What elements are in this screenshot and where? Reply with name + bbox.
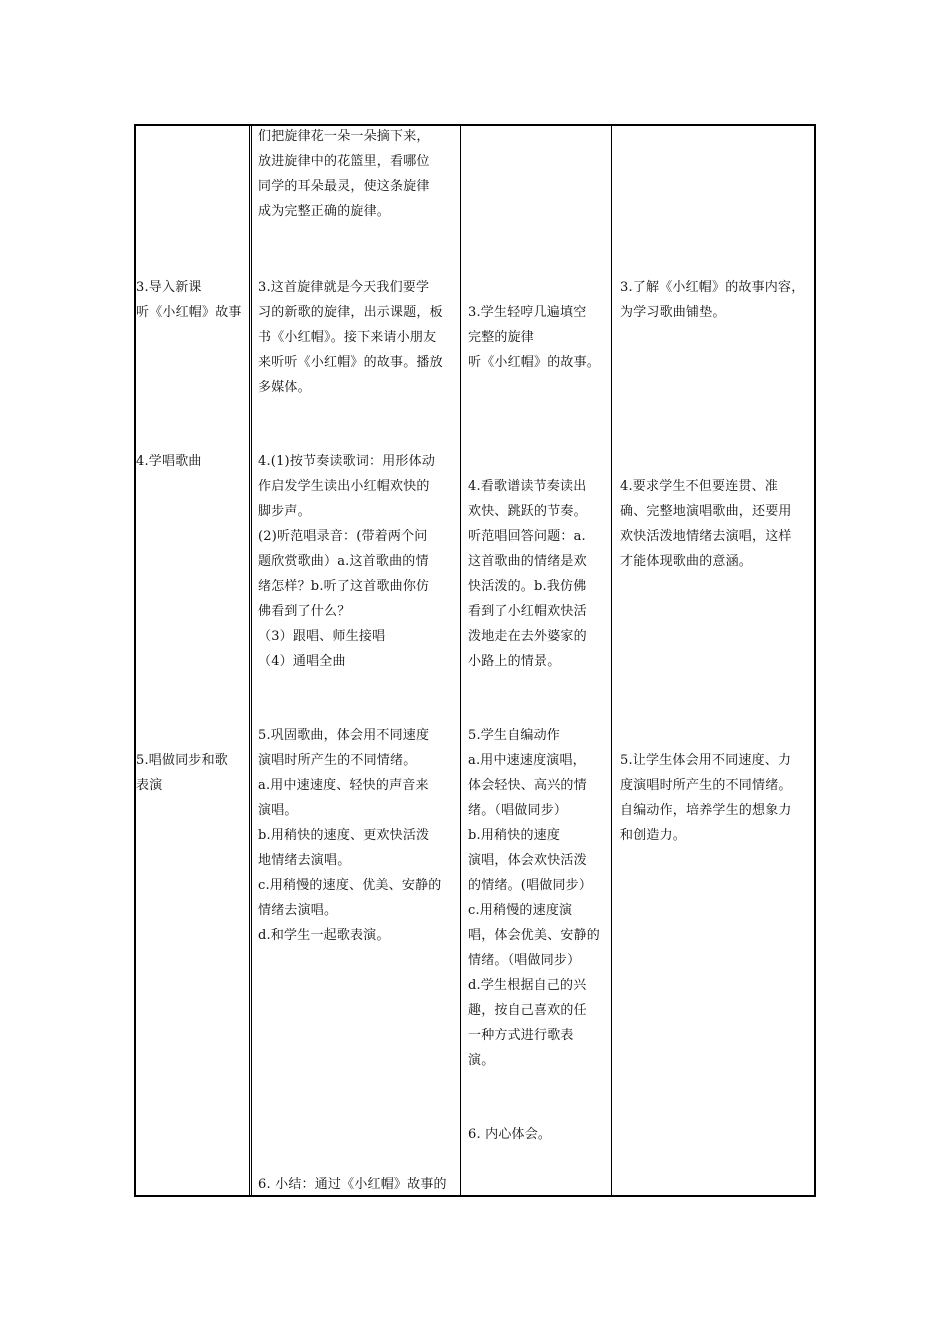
purpose-text-line: 确、完整地演唱歌曲，还要用	[620, 504, 792, 519]
stage-text-line: 3.导入新课	[136, 280, 202, 295]
purpose-text-line: 5.让学生体会用不同速度、力	[620, 753, 792, 768]
student-text-line: 4.看歌谱读节奏读出	[468, 479, 587, 494]
teacher-text-line: 演唱。	[258, 803, 298, 818]
teacher-text-line: 同学的耳朵最灵，使这条旋律	[258, 179, 430, 194]
teacher-text-line: 5.巩固歌曲，体会用不同速度	[258, 728, 430, 743]
teacher-text-line: （4）通唱全曲	[258, 654, 346, 669]
teacher-text-line: 多媒体。	[258, 380, 311, 395]
purpose-text-line: 和创造力。	[620, 828, 687, 843]
student-text-line: 唱，体会优美、安静的	[468, 928, 601, 943]
stage-text-line: 听《小红帽》故事	[136, 305, 242, 320]
student-text-line: d.学生根据自己的兴	[468, 978, 587, 993]
student-text-line: 5.学生自编动作	[468, 728, 561, 743]
teacher-text-line: d.和学生一起歌表演。	[258, 928, 390, 943]
purpose-text-line: 欢快活泼地情绪去演唱，这样	[620, 529, 792, 544]
purpose-text-line: 度演唱时所产生的不同情绪。	[620, 778, 792, 793]
teacher-text-line: 书《小红帽》。接下来请小朋友	[258, 330, 437, 345]
teacher-text-line: (2)听范唱录音：(带着两个问	[258, 529, 428, 544]
purpose-text-line: 自编动作，培养学生的想象力	[620, 803, 792, 818]
teacher-text-line: 3.这首旋律就是今天我们要学	[258, 280, 430, 295]
student-text-line: 看到了小红帽欢快活	[468, 604, 587, 619]
purpose-text-line: 3.了解《小红帽》的故事内容，	[620, 280, 805, 295]
student-text-line: 演。	[468, 1053, 495, 1068]
teacher-text-line: 脚步声。	[258, 504, 311, 519]
student-text-line: 这首歌曲的情绪是欢	[468, 554, 587, 569]
student-text-line: 3.学生轻哼几遍填空	[468, 305, 587, 320]
column-divider-3	[611, 126, 612, 1195]
student-text-line: c.用稍慢的速度演	[468, 903, 573, 918]
teacher-text-line: 成为完整正确的旋律。	[258, 204, 391, 219]
teacher-text-line: 佛看到了什么？	[258, 604, 351, 619]
column-divider-2	[460, 126, 461, 1195]
teacher-text-line: 作启发学生读出小红帽欢快的	[258, 479, 430, 494]
student-text-line: 情绪。（唱做同步）	[468, 953, 581, 968]
student-text-line: b.用稍快的速度	[468, 828, 561, 843]
student-text-line: 6. 内心体会。	[468, 1127, 552, 1142]
teacher-text-line: 们把旋律花一朵一朵摘下来，	[258, 129, 430, 144]
stage-text-line: 4.学唱歌曲	[136, 454, 202, 469]
column-divider-1	[249, 126, 252, 1195]
purpose-text-line: 为学习歌曲铺垫。	[620, 305, 726, 320]
purpose-text-line: 才能体现歌曲的意涵。	[620, 554, 753, 569]
stage-text-line: 5.唱做同步和歌	[136, 753, 229, 768]
teacher-text-line: 6. 小结：通过《小红帽》故事的	[258, 1177, 447, 1192]
student-text-line: 泼地走在去外婆家的	[468, 629, 587, 644]
teacher-text-line: a.用中速速度、轻快的声音来	[258, 778, 429, 793]
student-text-line: 体会轻快、高兴的情	[468, 778, 587, 793]
student-text-line: 绪。（唱做同步）	[468, 803, 568, 818]
student-text-line: 快活泼的。b.我仿佛	[468, 579, 587, 594]
teacher-text-line: c.用稍慢的速度、优美、安静的	[258, 878, 442, 893]
teacher-text-line: 绪怎样？b.听了这首歌曲你仿	[258, 579, 430, 594]
student-text-line: 完整的旋律	[468, 330, 535, 345]
teacher-text-line: 地情绪去演唱。	[258, 853, 351, 868]
teacher-text-line: 题欣赏歌曲）a.这首歌曲的情	[258, 554, 429, 569]
student-text-line: 的情绪。(唱做同步）	[468, 878, 593, 893]
student-text-line: 趣，按自己喜欢的任	[468, 1003, 587, 1018]
teacher-text-line: （3）跟唱、师生接唱	[258, 629, 386, 644]
teacher-text-line: 习的新歌的旋律，出示课题，板	[258, 305, 443, 320]
student-text-line: 欢快、跳跃的节奏。	[468, 504, 587, 519]
student-text-line: 小路上的情景。	[468, 654, 561, 669]
student-text-line: a.用中速速度演唱，	[468, 753, 586, 768]
purpose-text-line: 4.要求学生不但要连贯、准	[620, 479, 779, 494]
teacher-text-line: 4.(1)按节奏读歌词：用形体动	[258, 454, 436, 469]
teacher-text-line: 演唱时所产生的不同情绪。	[258, 753, 417, 768]
student-text-line: 听《小红帽》的故事。	[468, 355, 601, 370]
teacher-text-line: 来听听《小红帽》的故事。播放	[258, 355, 443, 370]
student-text-line: 一种方式进行歌表	[468, 1028, 574, 1043]
stage-text-line: 表演	[136, 778, 163, 793]
student-text-line: 听范唱回答问题：a.	[468, 529, 586, 544]
teacher-text-line: 放进旋律中的花篮里，看哪位	[258, 154, 430, 169]
teacher-text-line: 情绪去演唱。	[258, 903, 338, 918]
student-text-line: 演唱，体会欢快活泼	[468, 853, 587, 868]
teacher-text-line: b.用稍快的速度、更欢快活泼	[258, 828, 430, 843]
